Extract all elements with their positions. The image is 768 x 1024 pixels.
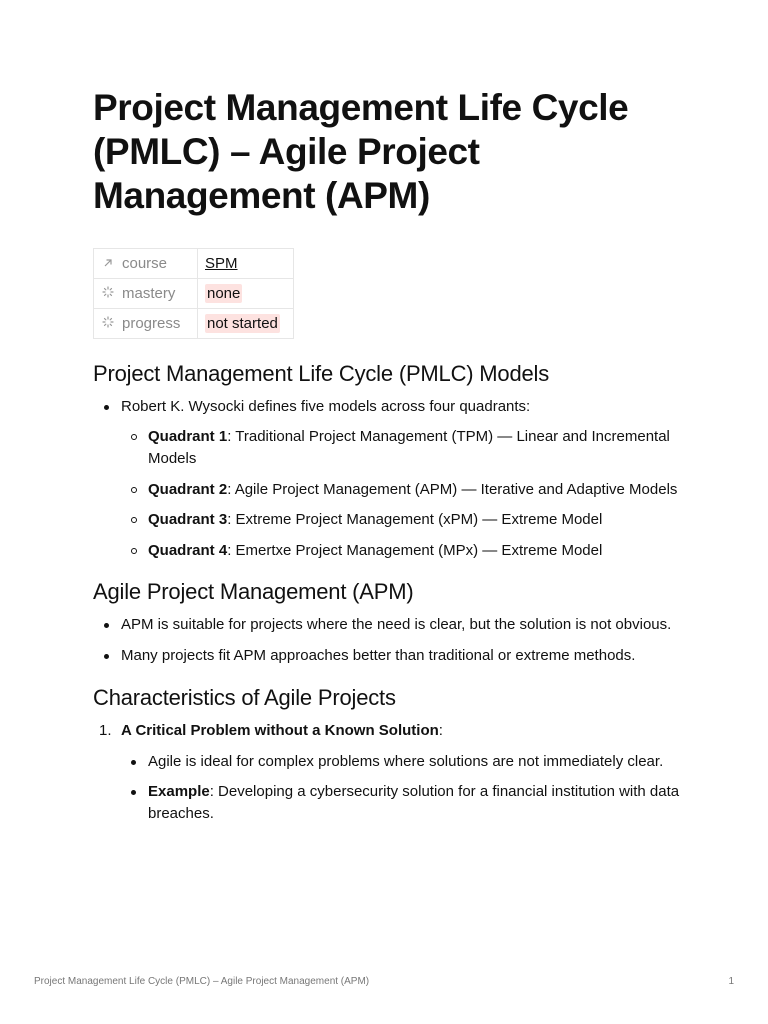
property-row-course	[94, 249, 294, 279]
list-item	[148, 751, 683, 773]
property-key: mastery	[122, 285, 176, 302]
properties-table	[93, 248, 294, 339]
footer-title: Project Management Life Cycle (PMLC) – Agile Project Management (APM)	[34, 976, 370, 987]
bullet-circle	[131, 487, 137, 493]
property-value-cell	[198, 309, 294, 339]
loading-spinner-icon	[101, 316, 115, 331]
section-heading-apm: Agile Project Management (APM)	[93, 579, 414, 604]
loading-spinner-icon	[101, 286, 115, 301]
mastery-tag[interactable]: none	[207, 285, 241, 302]
property-key-cell	[94, 309, 198, 339]
item-number: 1.	[99, 722, 112, 739]
property-key-cell	[94, 249, 198, 279]
quadrant-label: Quadrant 4	[148, 542, 228, 559]
quadrant-label: Quadrant 2	[148, 481, 228, 498]
property-value-cell	[198, 279, 294, 309]
bullet-dot	[104, 405, 109, 410]
list-item	[148, 426, 683, 470]
list-item-text: : Developing a cybersecurity solution for a financial institution with data breaches.	[148, 783, 680, 822]
list-item	[121, 614, 683, 636]
quadrant-label: Quadrant 3	[148, 511, 228, 528]
characteristics-sub-list	[148, 751, 683, 825]
apm-bullet-list	[121, 614, 683, 667]
list-item-text: Agile is ideal for complex problems where solutions are not immediately clear.	[148, 753, 664, 770]
page-number: 1	[728, 976, 734, 987]
item-suffix: :	[438, 722, 443, 739]
property-key: progress	[122, 315, 181, 332]
quadrant-text: : Traditional Project Management (TPM) — Linear and Incremental Models	[148, 428, 670, 467]
progress-tag[interactable]: not started	[207, 315, 278, 332]
page-footer	[34, 976, 734, 987]
list-item-text: Many projects fit APM approaches better than traditional or extreme methods.	[121, 647, 636, 664]
bullet-dot	[104, 623, 109, 628]
bullet-circle	[131, 517, 137, 523]
bullet-circle	[131, 434, 137, 440]
list-item	[148, 781, 683, 825]
property-key: course	[122, 255, 168, 272]
property-value-cell	[198, 249, 294, 279]
characteristics-numbered-list	[99, 720, 683, 825]
course-link[interactable]: SPM	[205, 255, 238, 272]
list-item-text: APM is suitable for projects where the need is clear, but the solution is not obvious.	[121, 616, 672, 633]
list-item	[121, 396, 683, 562]
quadrant-text: : Extreme Project Management (xPM) — Extreme Model	[227, 511, 603, 528]
section-heading-characteristics: Characteristics of Agile Projects	[93, 685, 396, 710]
property-key-cell	[94, 279, 198, 309]
quadrant-text: : Agile Project Management (APM) — Iterative and Adaptive Models	[227, 481, 678, 498]
section-heading-pmlc-models: Project Management Life Cycle (PMLC) Models	[93, 361, 550, 386]
quadrant-list	[148, 426, 683, 562]
list-item	[148, 540, 683, 562]
bullet-dot	[104, 654, 109, 659]
property-row-progress	[94, 309, 294, 339]
list-item	[148, 479, 683, 501]
quadrant-label: Quadrant 1	[148, 428, 228, 445]
example-label: Example	[148, 783, 210, 800]
page-title: Project Management Life Cycle (PMLC) – Agile Project Management (APM)	[93, 87, 629, 216]
arrow-up-right-icon	[101, 257, 115, 271]
quadrant-text: : Emertxe Project Management (MPx) — Extreme Model	[227, 542, 603, 559]
bullet-dot	[131, 760, 136, 765]
bullet-dot	[131, 790, 136, 795]
bullet-circle	[131, 548, 137, 554]
list-item-text: Robert K. Wysocki defines five models across four quadrants:	[121, 398, 531, 415]
item-label: A Critical Problem without a Known Solution	[121, 722, 439, 739]
list-item	[148, 509, 683, 531]
numbered-item	[99, 720, 683, 825]
list-item	[121, 645, 683, 667]
pmlc-bullet-list	[121, 396, 683, 562]
property-row-mastery	[94, 279, 294, 309]
document-body	[93, 86, 683, 825]
